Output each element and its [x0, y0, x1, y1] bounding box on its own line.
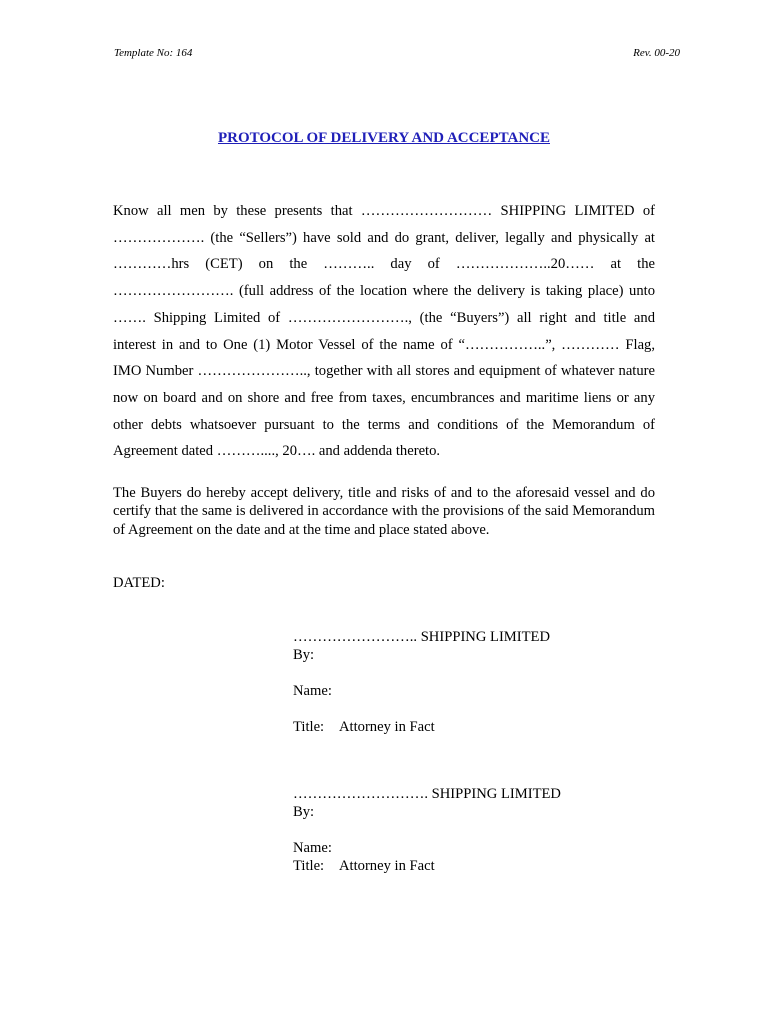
signature-title-line — [293, 718, 550, 736]
signature-name-label: Name: — [293, 683, 332, 699]
document-title: PROTOCOL OF DELIVERY AND ACCEPTANCE — [217, 130, 550, 146]
signature-by-label: By: — [293, 647, 315, 663]
signature-by-label: By: — [293, 804, 315, 820]
seller-signature-block — [293, 628, 550, 736]
signature-title-value: Attorney in Fact — [339, 858, 435, 874]
signature-company: …………………….. SHIPPING LIMITED — [293, 629, 551, 645]
signature-title-line — [293, 857, 561, 875]
buyer-signature-block — [293, 785, 561, 875]
signature-title-label: Title: — [293, 858, 325, 874]
sale-statement-paragraph: Know all men by these presents that ……………………… SHIPPING LIMITED of ………………. (the “Sellers”) have sold and do grant, deliver, legally and physically at …………hrs (CET) on the ……….. day of ………………..20…… at the ……………………. (full address of the location where the delivery is taking place) unto ……. Shipping Limited of ……………………., (the “Buyers”) all right and title and interest in and to One (1) Motor Vessel of the name of “……………..”, ………… Flag, IMO Number ………………….., together with all stores and equipment of whatever nature now on board and on shore and free from taxes, encumbrances and maritime liens or any other debts whatsoever pursuant to the terms and conditions of the Memorandum of Agreement dated ………...., 20…. and addenda thereto. — [113, 203, 655, 460]
signature-title-label: Title: — [293, 719, 325, 735]
signature-company: ………………………. SHIPPING LIMITED — [293, 786, 561, 802]
revision-number: Rev. 00-20 — [633, 47, 680, 59]
acceptance-statement-paragraph: The Buyers do hereby accept delivery, title and risks of and to the aforesaid vessel and do certify that the same is delivered in accordance with the provisions of the said Memorandum of Agreement on the date and at the time and place stated above. — [113, 485, 655, 538]
dated-label: DATED: — [113, 575, 165, 591]
template-number: Template No: 164 — [114, 47, 193, 59]
signature-title-value: Attorney in Fact — [339, 719, 435, 735]
signature-name-label: Name: — [293, 840, 332, 856]
